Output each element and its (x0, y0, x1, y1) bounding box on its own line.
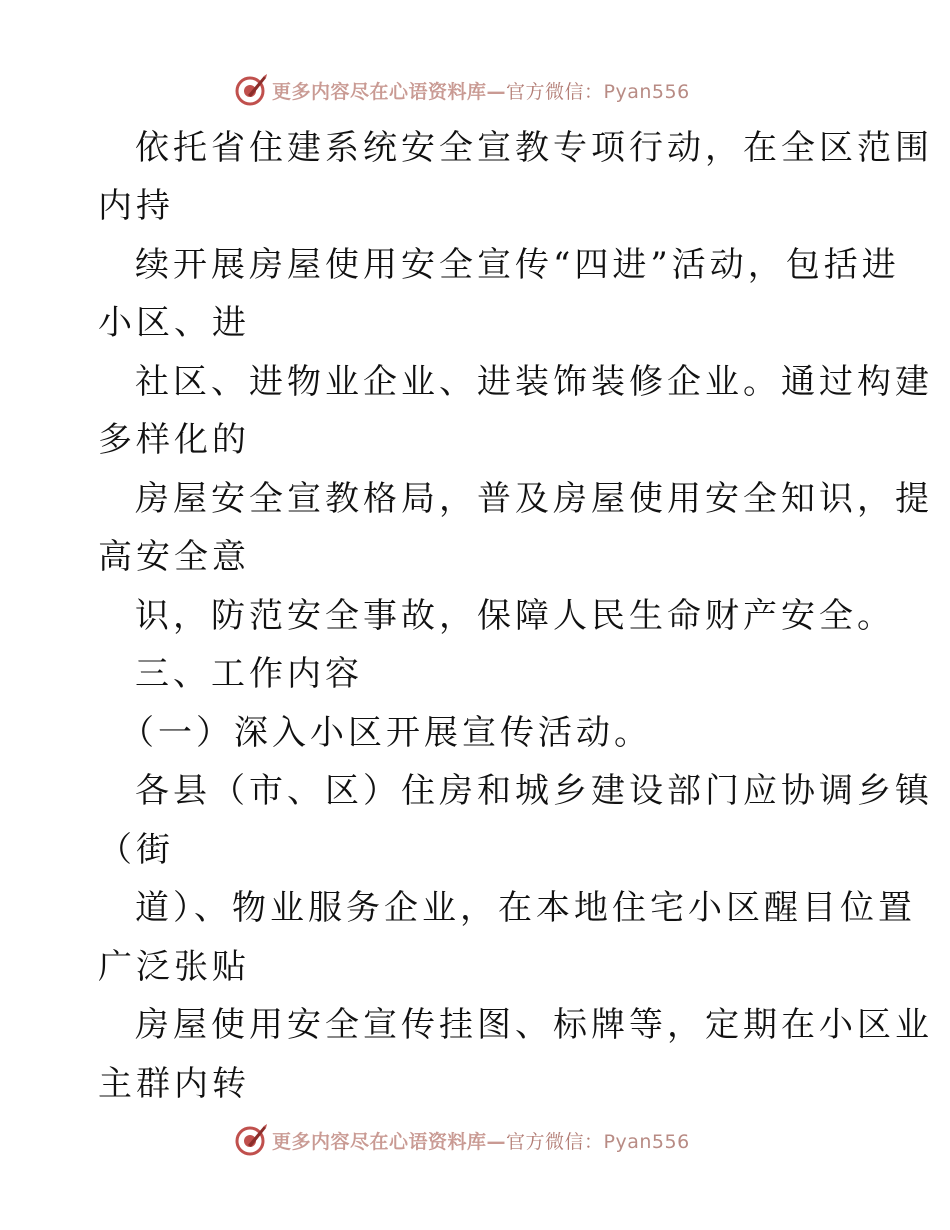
text-line: 广泛张贴 (98, 947, 250, 987)
text-line: 高安全意 (98, 537, 250, 577)
text-line: 房屋安全宣教格局，普及房屋使用安全知识，提 (135, 479, 933, 519)
subsection-heading: （一）深入小区开展宣传活动。 (120, 713, 652, 753)
text-line: 房屋使用安全宣传挂图、标牌等，定期在小区业 (135, 1005, 933, 1045)
footer-watermark (0, 1120, 950, 1160)
text-line: （街 (98, 830, 174, 870)
section-heading: 三、工作内容 (135, 654, 363, 694)
watermark-wechat-id: Pyan556 (603, 1130, 690, 1153)
watermark-wechat-label: 官方微信： (506, 1130, 604, 1153)
text-line: 依托省住建系统安全宣教专项行动，在全区范围 (135, 128, 933, 168)
text-line: 小区、进 (98, 303, 250, 343)
watermark-wechat-id: Pyan556 (603, 80, 690, 103)
text-line: 内持 (98, 186, 174, 226)
watermark-wechat-label: 官方微信： (506, 80, 604, 103)
text-line: 各县（市、区）住房和城乡建设部门应协调乡镇 (135, 771, 933, 811)
text-line: 道）、物业服务企业，在本地住宅小区醒目位置 (135, 888, 916, 928)
text-line: 主群内转 (98, 1064, 250, 1104)
text-line: 多样化的 (98, 420, 250, 460)
quill-logo-icon (234, 1123, 268, 1157)
header-watermark (0, 70, 950, 110)
watermark-dash: — (486, 1130, 507, 1153)
text-line: 续开展房屋使用安全宣传“四进”活动，包括进 (135, 245, 900, 285)
watermark-brand: 更多内容尽在心语资料库 (272, 1130, 487, 1153)
watermark-dash: — (486, 80, 507, 103)
watermark-brand: 更多内容尽在心语资料库 (272, 80, 487, 103)
quill-logo-icon (234, 73, 268, 107)
text-line: 识，防范安全事故，保障人民生命财产安全。 (135, 596, 895, 636)
text-line: 社区、进物业企业、进装饰装修企业。通过构建 (135, 362, 933, 402)
